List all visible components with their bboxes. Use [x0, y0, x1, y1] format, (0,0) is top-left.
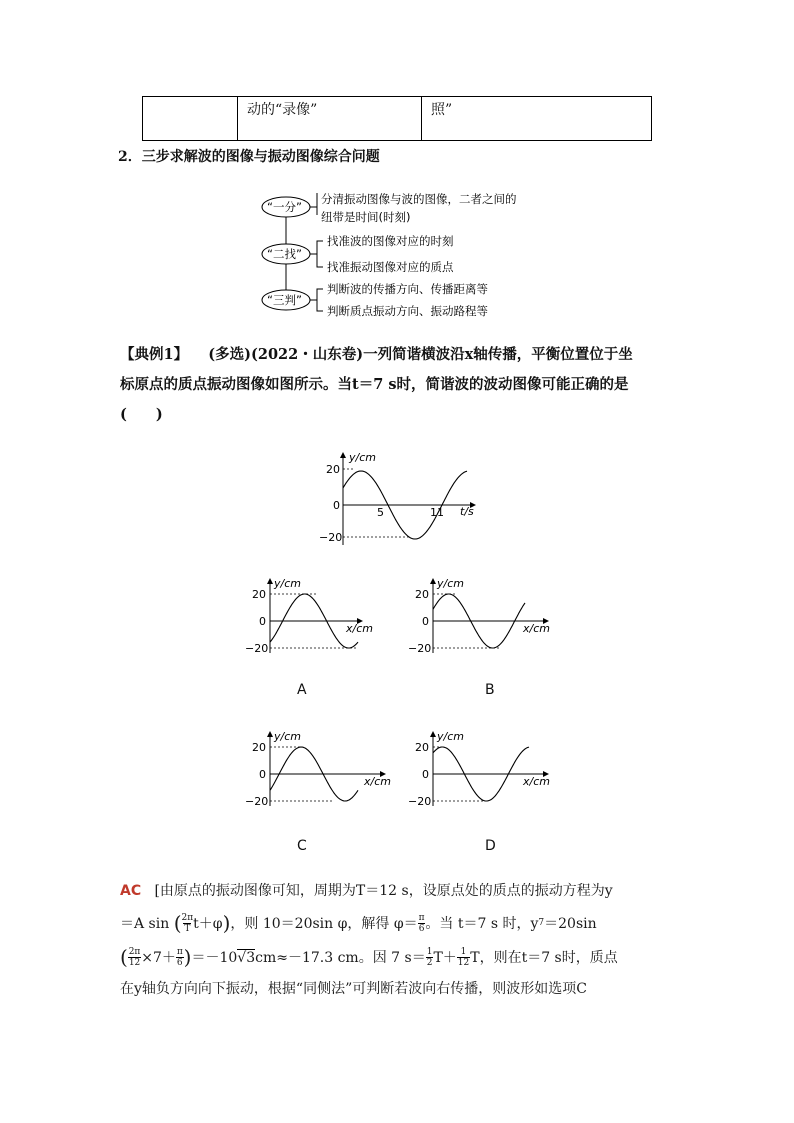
- tick-label: 20: [252, 588, 266, 601]
- tick-label: −20: [245, 795, 269, 808]
- answer-text: ×7＋: [141, 950, 176, 966]
- wave-graph-b: [403, 575, 553, 655]
- mindmap-item: 分清振动图像与波的图像，二者之间的: [321, 192, 517, 206]
- tick-label: 5: [377, 506, 384, 519]
- answer-text: ＝A sin: [120, 916, 170, 932]
- tick-label: 0: [422, 768, 429, 781]
- tick-label: −20: [408, 642, 432, 655]
- fraction: 1 2: [426, 946, 433, 968]
- fraction: 1 12: [457, 946, 470, 968]
- axis-label: y/cm: [274, 730, 301, 743]
- answer-text: 。当 t＝7 s 时，y: [425, 916, 539, 932]
- mindmap-item: 找准波的图像对应的时刻: [327, 234, 454, 248]
- tick-label: 20: [415, 741, 429, 754]
- section-heading: 2．三步求解波的图像与振动图像综合问题: [118, 149, 380, 165]
- fraction: π 6: [418, 912, 425, 934]
- axis-label: t/s: [460, 505, 474, 518]
- example-question: [120, 340, 680, 430]
- tick-label: 20: [326, 463, 340, 476]
- example-line: ( ): [120, 406, 163, 423]
- option-label-c: C: [297, 838, 307, 854]
- table-cell: 照”: [431, 102, 453, 118]
- fraction: $\frac{2\pi}{12}$: [128, 946, 141, 968]
- fraction: π 6: [176, 946, 183, 968]
- axis-label: y/cm: [349, 451, 376, 464]
- tick-label: −20: [245, 642, 269, 655]
- answer-key: AC: [120, 883, 142, 899]
- answer-text: t＋φ: [193, 916, 223, 932]
- table-divider: [237, 97, 238, 140]
- mindmap-node-label: “二找”: [267, 247, 302, 261]
- answer-explanation: AC [由原点的振动图像可知，周期为T＝12 s，设原点处的质点的振动方程为y ＝A sin ( 2π T t＋φ ) ，则 10＝20sin φ，解得 φ＝ π 6 。当 t＝7 s 时，y 7 ＝20sin ( $\frac{2\pi}{12}$ ×7＋ π 6 ) ＝－10 √3 cm≈－17.3 cm。因 7 s＝ 1 2 T＋ 1 12 T，则在t＝7 s时，质点 在y轴负方向向下振动，根据“同侧法”可判断若波向右传播，则波形如选项C: [120, 880, 680, 1004]
- mindmap-item: 纽带是时间(时刻): [321, 210, 411, 224]
- mindmap-item: 找准振动图像对应的质点: [327, 260, 454, 274]
- tick-label: 20: [252, 741, 266, 754]
- answer-text: ，则 10＝20sin φ，解得 φ＝: [230, 916, 418, 932]
- table-cell: 动的“录像”: [247, 102, 318, 118]
- tick-label: −20: [408, 795, 432, 808]
- table-divider: [421, 97, 422, 140]
- tick-label: 20: [415, 588, 429, 601]
- tick-label: 0: [333, 499, 340, 512]
- axis-label: x/cm: [523, 622, 550, 635]
- mindmap-node-label: “三判”: [267, 293, 302, 307]
- answer-text: T＋: [433, 950, 457, 966]
- vibration-graph: [315, 450, 495, 550]
- axis-label: x/cm: [523, 775, 550, 788]
- mindmap-node-label: “一分”: [267, 200, 302, 214]
- answer-line: [由原点的振动图像可知，周期为T＝12 s，设原点处的质点的振动方程为y: [154, 883, 613, 899]
- option-label-d: D: [485, 838, 496, 854]
- tick-label: 0: [259, 768, 266, 781]
- axis-label: x/cm: [346, 622, 373, 635]
- mind-map: [255, 185, 555, 320]
- fraction: 2π T: [181, 912, 194, 934]
- answer-text: ＝20sin: [544, 916, 597, 932]
- tick-label: 11: [430, 506, 444, 519]
- option-label-b: B: [485, 682, 495, 698]
- table-fragment: [142, 96, 652, 141]
- axis-label: y/cm: [274, 577, 301, 590]
- tick-label: 0: [422, 615, 429, 628]
- axis-label: x/cm: [364, 775, 391, 788]
- mindmap-item: 判断波的传播方向、传播距离等: [327, 282, 488, 296]
- example-line: (多选)(2022・山东卷)一列简谐横波沿x轴传播，平衡位置位于坐: [208, 346, 633, 363]
- axis-label: y/cm: [437, 577, 464, 590]
- wave-graph-c: [240, 728, 390, 808]
- answer-text: cm≈－17.3 cm。因 7 s＝: [255, 950, 426, 966]
- example-line: 标原点的质点振动图像如图所示。当t＝7 s时，简谐波的波动图像可能正确的是: [120, 376, 629, 393]
- answer-text: ＝－10: [191, 950, 238, 966]
- mindmap-item: 判断质点振动方向、振动路程等: [327, 304, 488, 318]
- wave-graph-a: [240, 575, 373, 655]
- answer-line: 在y轴负方向向下振动，根据“同侧法”可判断若波向右传播，则波形如选项C: [120, 981, 587, 997]
- wave-graph-d: [403, 728, 553, 808]
- axis-label: y/cm: [437, 730, 464, 743]
- option-label-a: A: [297, 682, 307, 698]
- tick-label: 0: [259, 615, 266, 628]
- answer-text: T，则在t＝7 s时，质点: [470, 950, 618, 966]
- tick-label: −20: [319, 531, 343, 544]
- example-tag: 【典例1】: [120, 346, 189, 363]
